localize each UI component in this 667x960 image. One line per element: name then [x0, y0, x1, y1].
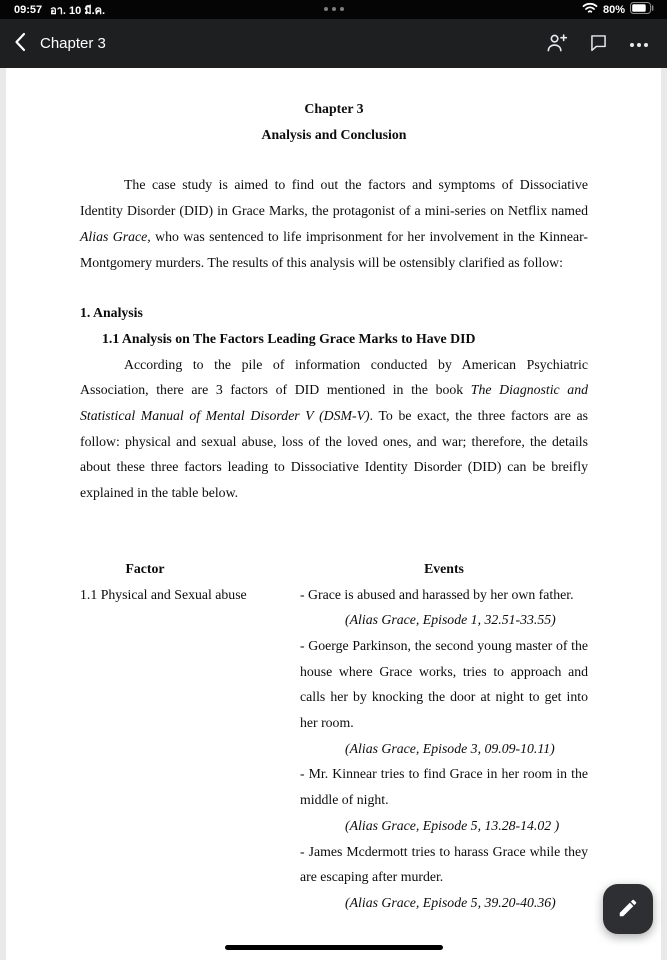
- person-add-icon: [545, 32, 568, 56]
- section-heading-1-1: 1.1 Analysis on The Factors Leading Grace Marks to Have DID: [102, 330, 476, 346]
- event-item: - Goerge Parkinson, the second young master of the house where Grace works, tries to approach and calls her by knocking the door at night to get into her room.: [300, 637, 588, 731]
- event-citation: (Alias Grace, Episode 5, 13.28-14.02 ): [345, 817, 560, 833]
- more-dots-icon: [629, 36, 649, 51]
- table-header-factor: Factor: [125, 560, 165, 576]
- edit-fab[interactable]: [603, 884, 653, 934]
- comment-icon: [588, 32, 609, 56]
- status-right: [582, 2, 655, 17]
- toolbar-actions: [537, 24, 657, 64]
- status-left: [14, 1, 105, 19]
- paragraph-2: [80, 352, 588, 506]
- pencil-icon: [617, 897, 639, 922]
- share-add-person-button[interactable]: [537, 24, 576, 64]
- overflow-menu-button[interactable]: [621, 28, 657, 59]
- chapter-heading: Chapter 3: [304, 101, 364, 116]
- chevron-left-icon: [14, 32, 26, 55]
- event-citation: (Alias Grace, Episode 5, 39.20-40.36): [345, 894, 556, 910]
- multitask-dots-icon: [324, 7, 344, 11]
- paragraph-1-text-2: , who was sentenced to life imprisonment for her involvement in the Kinnear-Montgomery murders. The results of this analysis will be ostensibly clarified as follow:: [80, 228, 588, 270]
- events-cell: [300, 582, 588, 916]
- status-time: 09:57: [14, 3, 43, 16]
- event-item: - Mr. Kinnear tries to find Grace in her room in the middle of night.: [300, 766, 588, 808]
- app-toolbar: [0, 19, 667, 68]
- back-button[interactable]: [6, 24, 34, 63]
- document-content: [6, 68, 661, 916]
- paragraph-2-text-2: . To be exact, the three factors are as follow: physical and sexual abuse, loss of the loved ones, and war; therefore, the details about these three factors leading to Dissociative Identity Disorder (DID) can be breifly explained in the table below.: [80, 408, 588, 501]
- battery-icon: [630, 2, 655, 17]
- wifi-icon: [582, 2, 598, 17]
- paragraph-1-italic: Alias Grace: [80, 228, 148, 244]
- paragraph-2-text: According to the pile of information conducted by American Psychiatric Association, there are 3 factors of DID mentioned in the book: [80, 356, 588, 398]
- paragraph-1-text: The case study is aimed to find out the factors and symptoms of Dissociative Identity Disorder (DID) in Grace Marks, the protagonist of a mini-series on Netflix named: [80, 177, 588, 219]
- paragraph-1: [80, 172, 588, 275]
- factors-table: [80, 556, 588, 916]
- document-page[interactable]: [6, 68, 661, 960]
- table-header-events: Events: [424, 560, 464, 576]
- comments-button[interactable]: [580, 24, 617, 64]
- table-header-row: [80, 556, 588, 582]
- chapter-subheading: Analysis and Conclusion: [261, 126, 407, 142]
- event-citation: (Alias Grace, Episode 1, 32.51-33.55): [345, 612, 556, 628]
- status-date: อา. 10 มี.ค.: [50, 4, 106, 17]
- battery-percent: 80%: [602, 3, 625, 16]
- event-citation: (Alias Grace, Episode 3, 09.09-10.11): [345, 740, 555, 756]
- status-bar: [0, 0, 667, 19]
- toolbar-title: Chapter 3: [40, 35, 106, 52]
- home-indicator[interactable]: [225, 945, 443, 950]
- paragraph-2-italic: The Diagnostic and Statistical Manual of Mental Disorder V (DSM-V): [80, 382, 588, 424]
- table-row: [80, 582, 588, 916]
- event-item: - Grace is abused and harassed by her own father.: [300, 586, 574, 602]
- section-heading-1: 1. Analysis: [80, 305, 143, 321]
- event-item: - James Mcdermott tries to harass Grace while they are escaping after murder.: [300, 843, 588, 885]
- factor-cell: 1.1 Physical and Sexual abuse: [80, 586, 247, 602]
